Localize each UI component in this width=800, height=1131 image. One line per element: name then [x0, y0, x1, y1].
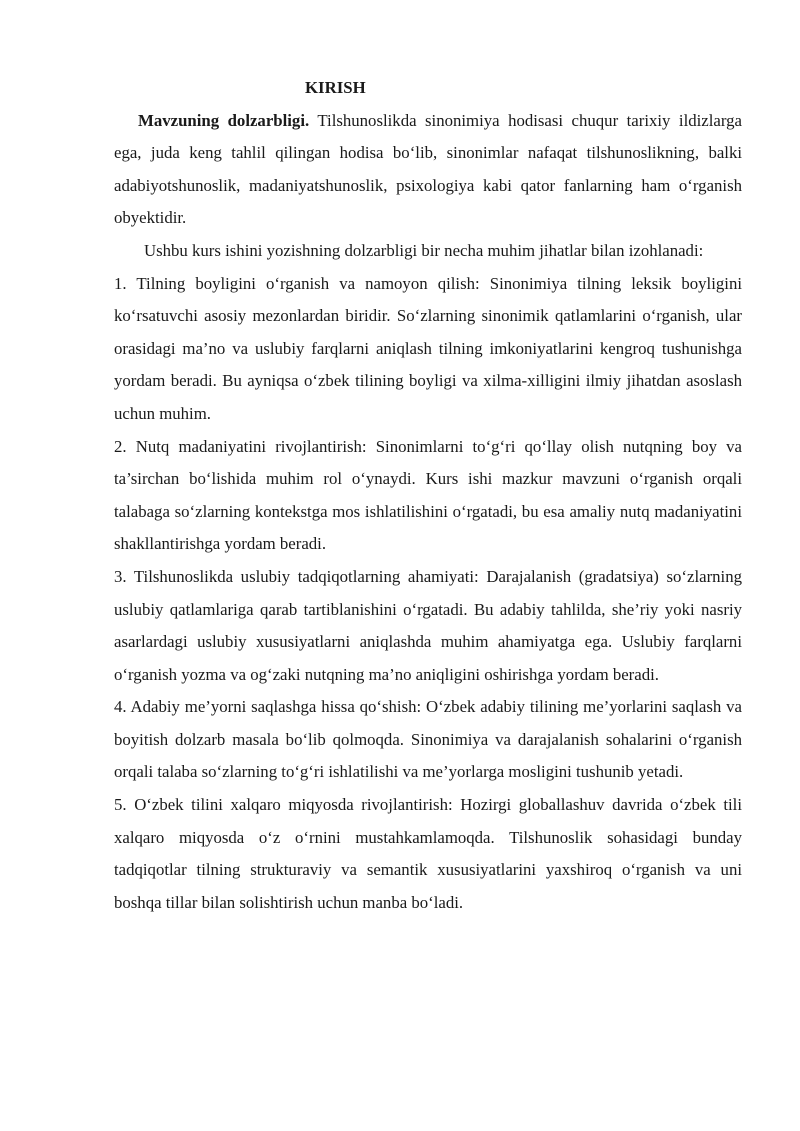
intro-paragraph	[114, 105, 742, 235]
point-paragraph-4: 4. Adabiy me’yorni saqlashga hissa qo‘shish: O‘zbek adabiy tilining me’yorlarini saqlash va boyitish dolzarb masala bo‘lib qolmoqda. Sinonimiya va darajalanish sohalarini o‘rganish orqali talaba so‘zlarning to‘g‘ri ishlatilishi va me’yorlarga mosligini tushunib yetadi.	[114, 697, 742, 782]
point-paragraph-2: 2. Nutq madaniyatini rivojlantirish: Sinonimlarni to‘g‘ri qo‘llay olish nutqning boy va ta’sirchan bo‘lishida muhim rol o‘ynaydi. Kurs ishi mazkur mavzuni o‘rganish orqali talabaga so‘zlarning kontekstga mos ishlatilishini o‘rgatadi, bu esa amaliy nutq madaniyatini shakllantirishga yordam beradi.	[114, 436, 742, 554]
point-paragraph-1: 1. Tilning boyligini o‘rganish va namoyon qilish: Sinonimiya tilning leksik boyligini ko‘rsatuvchi asosiy mezonlardan biridir. So‘zlarning sinonimik qatlamlarini o‘rganish, ular orasidagi ma’no va uslubiy farqlarni aniqlash tilning imkoniyatlarini kengroq tushunishga yordam beradi. Bu ayniqsa o‘zbek tilining boyligi va xilma-xilligini ilmiy jihatdan asoslash uchun muhim.	[114, 273, 742, 423]
relevance-intro-paragraph: Ushbu kurs ishini yozishning dolzarbligi bir necha muhim jihatlar bilan izohlanadi:	[144, 240, 704, 260]
point-paragraph-3: 3. Tilshunoslikda uslubiy tadqiqotlarning ahamiyati: Darajalanish (gradatsiya) so‘zlarning uslubiy qatlamlariga qarab tartiblanishini o‘rgatadi. Bu adabiy tahlilda, she’riy yoki nasriy asarlardagi uslubiy xususiyatlarni aniqlashda muhim ahamiyatga ega. Uslubiy farqlarni o‘rganish yozma va og‘zaki nutqning ma’no aniqligini oshirishga yordam beradi.	[114, 566, 742, 684]
point-paragraph-5: 5. O‘zbek tilini xalqaro miqyosda rivojlantirish: Hozirgi globallashuv davrida o‘zbek tili xalqaro miqyosda o‘z o‘rnini mustahkamlamoqda. Tilshunoslik sohasidagi bunday tadqiqotlar tilning strukturaviy va semantik xususiyatlarini yaxshiroq o‘rganish va uni boshqa tillar bilan solishtirish uchun manba bo‘ladi.	[114, 795, 742, 912]
document-body	[114, 72, 742, 919]
intro-text: Tilshunoslikda sinonimiya hodisasi chuqur tarixiy ildizlarga ega, juda keng tahlil qilingan hodisa bo‘lib, sinonimlar nafaqat tilshunoslikning, balki adabiyotshunoslik, madaniyatshunoslik, psixologiya kabi qator fanlarning ham o‘rganish obyektidir.	[114, 110, 742, 228]
intro-lead: Mavzuning dolzarbligi.	[138, 110, 310, 130]
section-heading: KIRISH	[305, 78, 366, 97]
